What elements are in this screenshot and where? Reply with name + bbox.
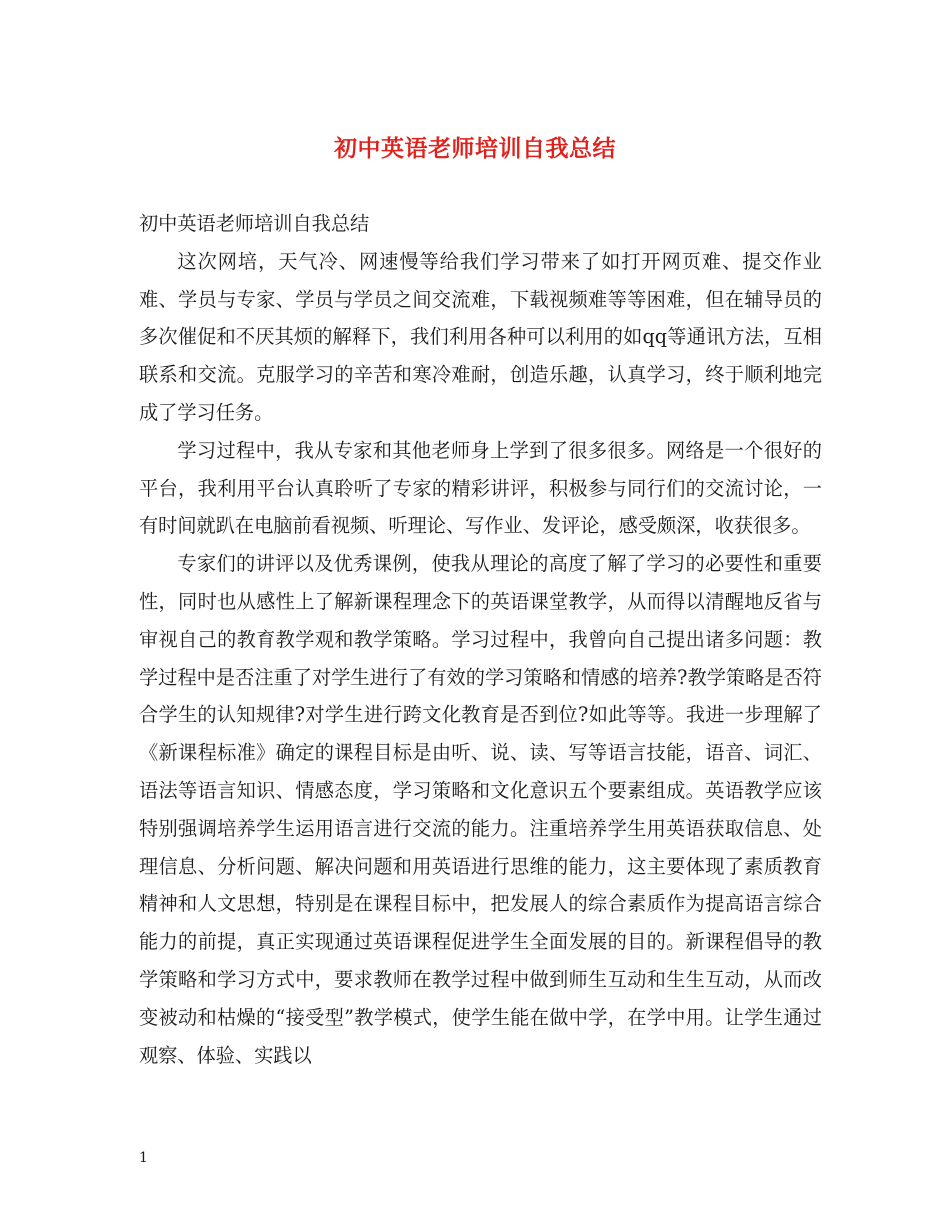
paragraph-3: 专家们的讲评以及优秀课例，使我从理论的高度了解了学习的必要性和重要性，同时也从感性上了解新课程理念下的英语课堂教学，从而得以清醒地反省与审视自己的教育教学观和教学策略。学习过程中，我曾向自己提出诸多问题：教学过程中是否注重了对学生进行了有效的学习策略和情感的培养?教学策略是否符合学生的认知规律?对学生进行跨文化教育是否到位?如此等等。我进一步理解了《新课程标准》确定的课程目标是由听、说、读、写等语言技能，语音、词汇、语法等语言知识、情感态度，学习策略和文化意识五个要素组成。英语教学应该特别强调培养学生运用语言进行交流的能力。注重培养学生用英语获取信息、处理信息、分析问题、解决问题和用英语进行思维的能力，这主要体现了素质教育精神和人文思想，特别是在课程目标中，把发展人的综合素质作为提高语言综合能力的前提，真正实现通过英语课程促进学生全面发展的目的。新课程倡导的教学策略和学习方式中，要求教师在教学过程中做到师生互动和生生互动，从而改变被动和枯燥的“接受型”教学模式，使学生能在做中学，在学中用。让学生通过观察、体验、实践以 xyxy=(139,552,822,1067)
document-title: 初中英语老师培训自我总结 xyxy=(334,135,616,162)
paragraph-2: 学习过程中，我从专家和其他老师身上学到了很多很多。网络是一个很好的平台，我利用平台认真聆听了专家的精彩讲评，积极参与同行们的交流讨论，一有时间就趴在电脑前看视频、听理论、写作业、发评论，感受颇深，收获很多。 xyxy=(139,438,822,538)
document-body xyxy=(139,205,822,1074)
paragraph-1: 这次网培，天气冷、网速慢等给我们学习带来了如打开网页难、提交作业难、学员与专家、学员与学员之间交流难，下载视频难等等困难，但在辅导员的多次催促和不厌其烦的解释下，我们利用各种可以利用的如qq等通讯方法，互相联系和交流。克服学习的辛苦和寒冷难耐，创造乐趣，认真学习，终于顺利地完成了学习任务。 xyxy=(139,249,822,424)
page-number: 1 xyxy=(139,1150,148,1166)
document-subtitle: 初中英语老师培训自我总结 xyxy=(139,212,370,235)
